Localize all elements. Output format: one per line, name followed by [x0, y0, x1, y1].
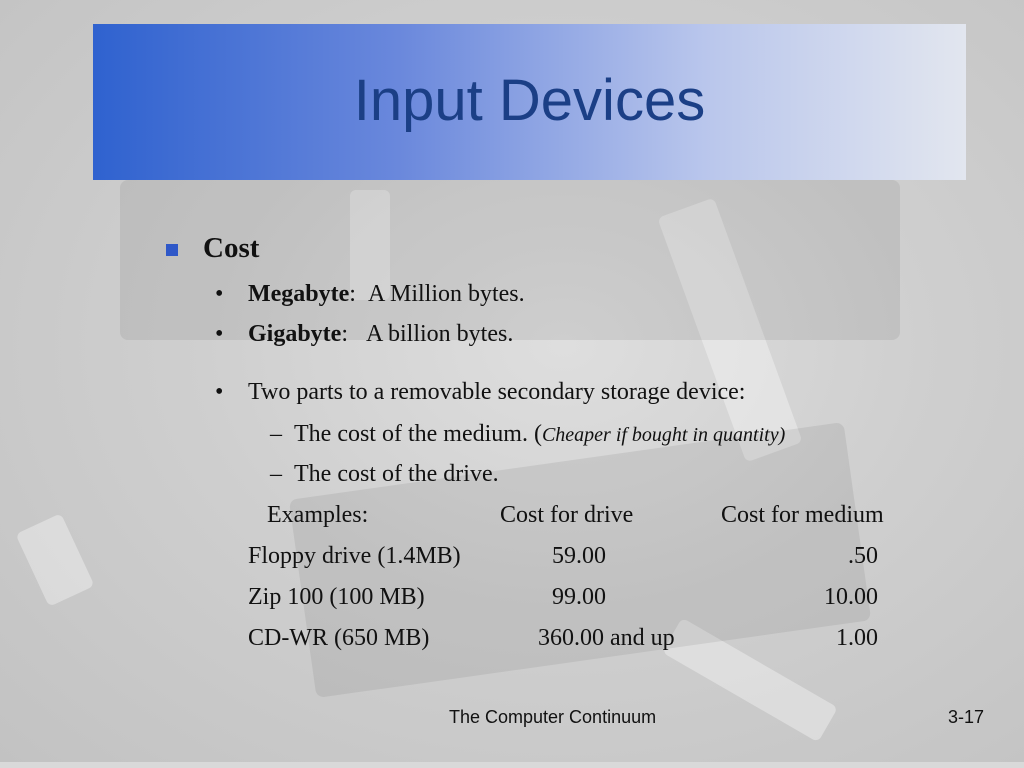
table-header-examples: Examples: [267, 502, 369, 528]
page-number: 3-17 [948, 707, 985, 727]
slide-title: Input Devices [353, 68, 706, 133]
part-drive-text: The cost of the drive. [294, 461, 499, 487]
term: Megabyte [248, 281, 350, 307]
table-row-device: Zip 100 (100 MB) [248, 584, 425, 610]
bullet-icon: • [215, 321, 224, 347]
table-row-device: Floppy drive (1.4MB) [248, 543, 461, 569]
separator: : [349, 281, 356, 307]
square-bullet-icon [166, 244, 178, 256]
bullet-icon: • [215, 281, 224, 307]
part-medium: – The cost of the medium. (Cheaper if bought in quantity) [270, 421, 786, 447]
heading-cost: Cost [203, 232, 260, 264]
table-row-medium: 1.00 [836, 625, 878, 651]
table-row-drive: 59.00 [552, 543, 606, 569]
table-row-device: CD-WR (650 MB) [248, 625, 430, 651]
footer-title: The Computer Continuum [449, 707, 657, 727]
part-drive: – The cost of the drive. [270, 461, 499, 487]
background-photo-shape [15, 513, 94, 607]
definition-megabyte [248, 281, 525, 308]
table-row-drive: 99.00 [552, 584, 606, 610]
definition-text: A Million bytes. [367, 281, 525, 307]
table-row-medium: 10.00 [824, 584, 878, 610]
bullet-icon: • [215, 379, 224, 405]
term: Gigabyte [248, 321, 342, 347]
table-header-medium: Cost for medium [721, 502, 884, 528]
table-row-drive: 360.00 and up [538, 625, 675, 651]
table-header-drive: Cost for drive [500, 502, 634, 528]
separator: : [341, 321, 348, 347]
part-medium-text: The cost of the medium. ( [294, 421, 542, 447]
definition-gigabyte [248, 321, 513, 348]
table-row-medium: .50 [848, 543, 878, 569]
definition-text: A billion bytes. [366, 321, 514, 347]
part-medium-note: Cheaper if bought in quantity) [541, 424, 786, 446]
parts-intro: Two parts to a removable secondary storage device: [248, 379, 746, 405]
bottom-divider [0, 762, 1024, 768]
